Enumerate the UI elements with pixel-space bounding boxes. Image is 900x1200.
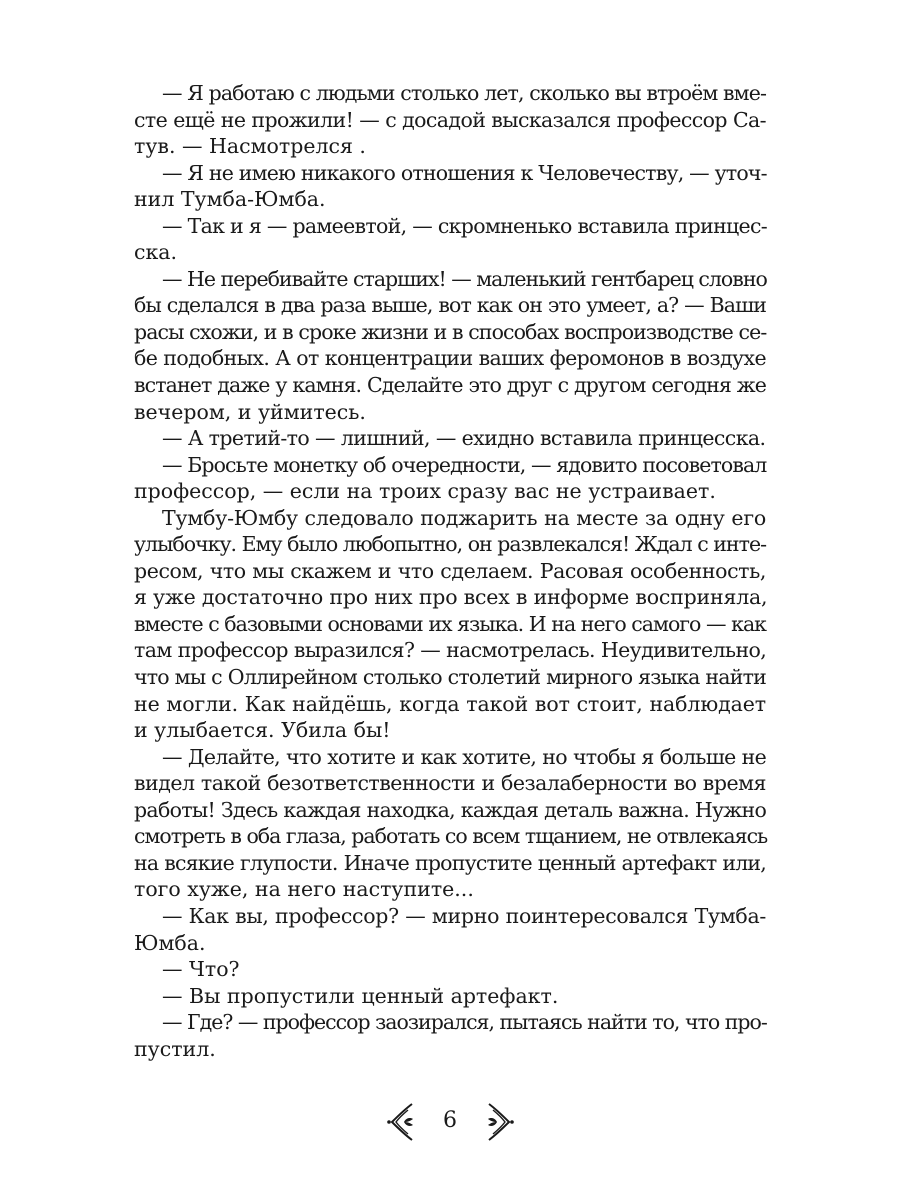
text-line: — Так и я — рамеевтой, — скромненько вставила принцес- xyxy=(162,213,767,238)
text-line: — А третий-то — лишний, — ехидно вставила принцесска. xyxy=(162,426,766,451)
text-line: Юмба. xyxy=(134,930,206,955)
text-line: — Не перебивайте старших! — маленький гентбарец словно xyxy=(162,266,767,291)
text-line: улыбочку. Ему было любопытно, он развлекался! Ждал с инте- xyxy=(134,532,766,557)
text-line: — Бросьте монетку об очередности, — ядовито посоветовал xyxy=(162,452,767,477)
text-line: нил Тумба-Юмба. xyxy=(134,187,326,212)
text-line: — Как вы, профессор? — мирно поинтересовался Тумба- xyxy=(162,903,766,928)
page-text-body xyxy=(134,80,766,1062)
text-line: работы! Здесь каждая находка, каждая деталь важна. Нужно xyxy=(134,797,767,822)
text-line: — Делайте, что хотите и как хотите, но чтобы я больше не xyxy=(162,744,766,769)
text-line: видел такой безответственности и безалаберности во время xyxy=(134,771,766,796)
text-line: профессор, — если на троих сразу вас не устраивает. xyxy=(134,479,716,504)
text-line: бе подобных. А от концентрации ваших феромонов в воздухе xyxy=(134,346,766,371)
ornament-left-icon xyxy=(386,1100,416,1144)
text-line: там профессор выразился? — насмотрелась. Неудивительно, xyxy=(134,638,767,663)
text-line: пустил. xyxy=(134,1036,216,1061)
text-line: не могли. Как найдёшь, когда такой вот стоит, наблюдает xyxy=(134,691,766,716)
ornament-right-icon xyxy=(485,1100,515,1144)
text-line: бы сделался в два раза выше, вот как он это умеет, а? — Ваши xyxy=(134,293,766,318)
text-line: тув. — Насмотрелся . xyxy=(134,134,366,159)
text-line: расы схожи, и в сроке жизни и в способах воспроизводстве се- xyxy=(134,319,767,344)
text-line: того хуже, на него наступите... xyxy=(134,877,474,902)
text-line: — Вы пропустили ценный артефакт. xyxy=(162,983,559,1008)
text-line: — Что? xyxy=(162,957,240,982)
text-line: что мы с Оллирейном столько столетий мирного языка найти xyxy=(134,665,766,690)
text-line: вместе с базовыми основами их языка. И на него самого — как xyxy=(134,611,766,636)
page-footer xyxy=(0,1100,900,1144)
text-line: — Я работаю с людьми столько лет, сколько вы втроём вме- xyxy=(162,81,766,105)
text-line: вечером, и уймитесь. xyxy=(134,399,366,424)
text-line: встанет даже у камня. Сделайте это друг с другом сегодня же xyxy=(134,373,766,398)
text-line: и улыбается. Убила бы! xyxy=(134,718,391,743)
text-line: я уже достаточно про них про всех в информе восприняла, xyxy=(134,585,768,610)
text-line: — Я не имею никакого отношения к Человечеству, — уточ- xyxy=(162,160,767,185)
text-line: Тумбу-Юмбу следовало поджарить на месте за одну его xyxy=(162,505,766,530)
text-line: — Где? — профессор заозирался, пытаясь найти то, что про- xyxy=(162,1010,767,1035)
text-line: смотреть в оба глаза, работать со всем тщанием, не отвлекаясь xyxy=(134,824,768,849)
text-line: ска. xyxy=(134,240,178,265)
page-number: 6 xyxy=(443,1108,457,1133)
text-line: сте ещё не прожили! — с досадой высказался профессор Са- xyxy=(134,107,766,132)
text-line: ресом, что мы скажем и что сделаем. Расовая особенность, xyxy=(134,558,766,583)
text-line: на всякие глупости. Иначе пропустите ценный артефакт или, xyxy=(134,850,766,875)
